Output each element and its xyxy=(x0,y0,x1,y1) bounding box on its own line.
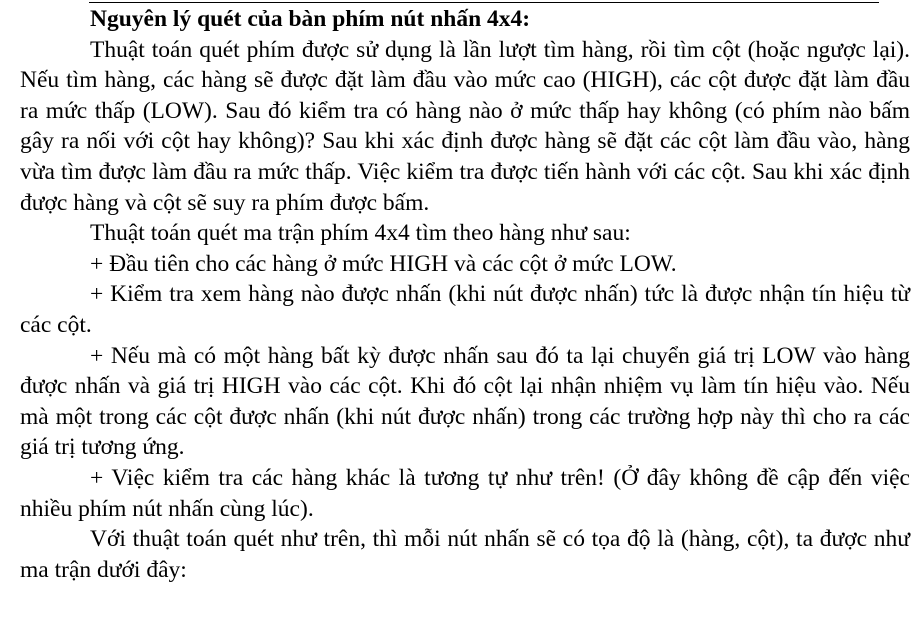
paragraph-algorithm-intro: Thuật toán quét ma trận phím 4x4 tìm theo hàng như sau: xyxy=(90,220,631,247)
step-item-3: + Nếu mà có một hàng bất kỳ được nhấn sau đó ta lại chuyển giá trị LOW vào hàng được nhấn và giá trị HIGH vào các cột. Khi đó cột lại nhận nhiệm vụ làm tín hiệu vào. Nếu mà một trong các cột được nhấn (khi nút được nhấn) trong các trường hợp này thì cho ra các giá trị tương ứng. xyxy=(20,342,910,461)
document-body xyxy=(20,4,910,585)
section-heading: Nguyên lý quét của bàn phím nút nhấn 4x4: xyxy=(90,6,531,32)
step-item-1: + Đầu tiên cho các hàng ở mức HIGH và các cột ở mức LOW. xyxy=(90,250,677,277)
paragraph-closing: Với thuật toán quét như trên, thì mỗi nút nhấn sẽ có tọa độ là (hàng, cột), ta được như ma trận dưới đây: xyxy=(20,526,910,583)
step-item-2: + Kiểm tra xem hàng nào được nhấn (khi nút được nhấn) tức là được nhận tín hiệu từ các cột. xyxy=(20,281,910,338)
step-item-4: + Việc kiểm tra các hàng khác là tương tự như trên! (Ở đây không đề cập đến việc nhiều phím nút nhấn cùng lúc). xyxy=(20,464,910,522)
top-rule xyxy=(89,2,879,3)
paragraph-scan-principle: Thuật toán quét phím được sử dụng là lần lượt tìm hàng, rồi tìm cột (hoặc ngược lại). Nếu tìm hàng, các hàng sẽ được đặt làm đầu vào mức cao (HIGH), các cột được đặt làm đầu ra mức thấp (LOW). Sau đó kiểm tra có hàng nào ở mức thấp hay không (có phím nào bấm gây ra nối với cột hay không)? Sau khi xác định được hàng sẽ đặt các cột làm đầu vào, hàng vừa tìm được làm đầu ra mức thấp. Việc kiểm tra được tiến hành với các cột. Sau khi xác định được hàng và cột sẽ suy ra phím được bấm. xyxy=(20,36,910,216)
